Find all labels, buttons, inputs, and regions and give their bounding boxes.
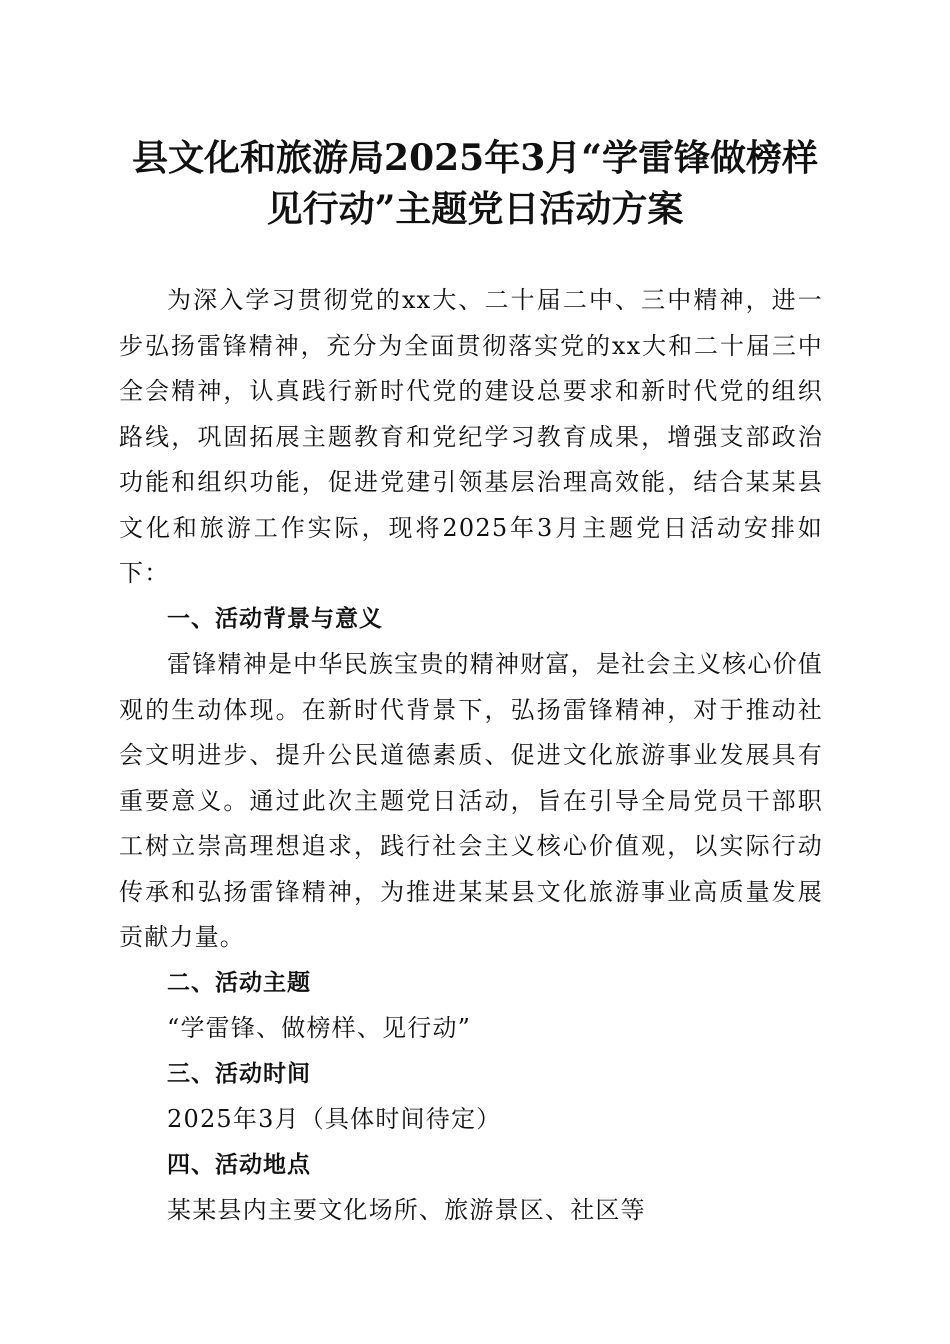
section-heading-location: 四、活动地点 — [167, 1151, 311, 1178]
section-heading-time: 三、活动时间 — [167, 1060, 311, 1087]
document-body — [119, 278, 823, 1234]
title-line-2: 见行动”主题党日活动方案 — [266, 188, 684, 230]
section-paragraph-background: 雷锋精神是中华民族宝贵的精神财富，是社会主义核心价值观的生动体现。在新时代背景下，弘扬雷锋精神，对于推动社会文明进步、提升公民道德素质、促进文化旅游事业发展具有重要意义。通过此次主题党日活动，旨在引导全局党员干部职工树立崇高理想追求，践行社会主义核心价值观，以实际行动传承和弘扬雷锋精神，为推进某某县文化旅游事业高质量发展贡献力量。 — [119, 650, 823, 951]
section-text-location: 某某县内主要文化场所、旅游景区、社区等 — [167, 1196, 646, 1224]
intro-paragraph: 为深入学习贯彻党的xx大、二十届二中、三中精神，进一步弘扬雷锋精神，充分为全面贯彻落实党的xx大和二十届三中全会精神，认真践行新时代党的建设总要求和新时代党的组织路线，巩固拓展主题教育和党纪学习教育成果，增强支部政治功能和组织功能，促进党建引领基层治理高效能，结合某某县文化和旅游工作实际，现将2025年3月主题党日活动安排如下： — [119, 286, 823, 587]
title-line-1: 县文化和旅游局2025年3月“学雷锋做榜样 — [132, 137, 818, 179]
section-heading-theme: 二、活动主题 — [167, 969, 311, 996]
section-heading-background: 一、活动背景与意义 — [167, 605, 383, 632]
section-text-theme: “学雷锋、做榜样、见行动” — [167, 1014, 472, 1042]
document-title — [95, 133, 855, 235]
section-text-time: 2025年3月（具体时间待定） — [167, 1105, 502, 1133]
